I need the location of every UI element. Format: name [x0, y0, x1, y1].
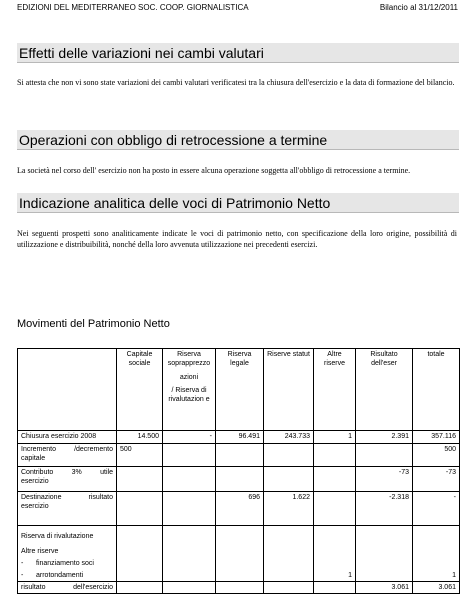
- cell-altre: 1: [314, 526, 356, 582]
- cell-empty: [264, 467, 314, 492]
- cell-legale: 96.491: [216, 431, 264, 444]
- section-heading-exchange: [17, 43, 459, 63]
- cell-empty: [264, 582, 314, 594]
- cell-totale: -: [413, 492, 460, 526]
- cell-empty: [314, 582, 356, 594]
- section-heading-equity: [17, 193, 459, 213]
- col-header-sovrapprezzo-line1: Riserva soprapprezzo: [167, 351, 211, 367]
- row-label-part: risultato: [21, 584, 46, 591]
- cell-empty: [163, 526, 216, 582]
- col-header-statut: Riserve statut: [264, 349, 314, 431]
- cell-capitale: 500: [117, 444, 163, 467]
- cell-totale: 3.061: [413, 582, 460, 594]
- cell-totale: 1: [413, 526, 460, 582]
- table-row-incremento: [18, 444, 460, 467]
- balance-date: Bilancio al 31/12/2011: [379, 3, 458, 12]
- col-header-sovrapprezzo: [163, 349, 216, 431]
- row-label-part: Destinazione: [21, 494, 62, 501]
- table-header-row: [18, 349, 460, 431]
- row-label-riserva: Riserva di rivalutazione: [21, 533, 94, 540]
- row-label-part: esercizio: [21, 478, 49, 485]
- equity-movements-table: [17, 348, 460, 594]
- cell-capitale: 14.500: [117, 431, 163, 444]
- col-header-totale: totale: [413, 349, 460, 431]
- section-heading-retrocession: [17, 130, 459, 150]
- row-label: [18, 492, 117, 526]
- cell-statut: 1.622: [264, 492, 314, 526]
- row-label: [18, 444, 117, 467]
- section-title: Effetti delle variazioni nei cambi valutari: [19, 45, 264, 61]
- row-label-part: Contributo: [21, 469, 54, 476]
- bullet: -: [21, 560, 24, 567]
- col-header-capitale: Capitale sociale: [117, 349, 163, 431]
- cell-empty: [163, 582, 216, 594]
- cell-empty: [117, 492, 163, 526]
- company-name: EDIZIONI DEL MEDITERRANEO SOC. COOP. GIORNALISTICA: [17, 3, 249, 12]
- row-label: [18, 526, 117, 582]
- cell-totale: -73: [413, 467, 460, 492]
- row-label-part: capitale: [21, 455, 46, 462]
- cell-empty: [163, 467, 216, 492]
- cell-empty: [314, 467, 356, 492]
- table-subtitle: Movimenti del Patrimonio Netto: [17, 318, 170, 330]
- cell-empty: [163, 444, 216, 467]
- cell-risultato: 3.061: [356, 582, 413, 594]
- bullet: -: [21, 572, 24, 579]
- section-text-equity: Nei seguenti prospetti sono analiticamente indicate le voci di patrimonio netto, con specificazione della loro origine, possibilità di utilizzazione e distribuibilità, nonché della loro avvenuta utilizzazione nei precedenti esercizi.: [17, 229, 457, 249]
- table-row-risultato: [18, 582, 460, 594]
- cell-empty: [216, 444, 264, 467]
- section-title: Operazioni con obbligo di retrocessione a termine: [19, 132, 328, 148]
- cell-risultato: -2.318: [356, 492, 413, 526]
- col-header-risultato: Risultato dell'eser: [356, 349, 413, 431]
- table-row-destinazione: [18, 492, 460, 526]
- cell-statut: 243.733: [264, 431, 314, 444]
- col-header-sovrapprezzo-line2: azioni: [179, 374, 199, 381]
- cell-sovrapprezzo: -: [163, 431, 216, 444]
- section-text-retrocession: La società nel corso dell' esercizio non ha posto in essere alcuna operazione soggetta all'obbligo di retrocessione a termine.: [17, 166, 411, 175]
- cell-empty: [117, 467, 163, 492]
- cell-empty: [356, 444, 413, 467]
- cell-empty: [117, 582, 163, 594]
- cell-altre: 1: [314, 431, 356, 444]
- row-label-part: esercizio: [21, 503, 49, 510]
- cell-empty: [216, 467, 264, 492]
- cell-empty: [216, 582, 264, 594]
- col-header-legale: Riserva legale: [216, 349, 264, 431]
- cell-empty: [314, 444, 356, 467]
- table-row-contributo: [18, 467, 460, 492]
- row-label-part: Incremento: [21, 446, 57, 453]
- cell-risultato: -73: [356, 467, 413, 492]
- row-label-finanziamento: finanziamento soci: [36, 560, 94, 567]
- cell-empty: [163, 492, 216, 526]
- cell-empty: [117, 526, 163, 582]
- cell-risultato: 2.391: [356, 431, 413, 444]
- cell-empty: [264, 444, 314, 467]
- row-label-altre-riserve: Altre riserve: [21, 548, 59, 555]
- row-label: [18, 582, 117, 594]
- row-label-part: 3%: [71, 469, 82, 476]
- row-label: [18, 467, 117, 492]
- cell-totale: 357.116: [413, 431, 460, 444]
- row-label-part: /decremento: [74, 446, 113, 453]
- row-label-part: utile: [100, 469, 113, 476]
- cell-legale: 696: [216, 492, 264, 526]
- section-title: Indicazione analitica delle voci di Patrimonio Netto: [19, 195, 331, 211]
- row-label-part: dell'esercizio: [73, 584, 113, 591]
- section-text-exchange: Si attesta che non vi sono state variazioni dei cambi valutari verificatesi tra la chiusura dell'esercizio e la data di formazione del bilancio.: [17, 78, 455, 87]
- table-row-riserve: [18, 526, 460, 582]
- cell-empty: [314, 492, 356, 526]
- row-label-arrotondamenti: arrotondamenti: [36, 572, 84, 579]
- row-label: Chiusura esercizio 2008: [18, 431, 117, 444]
- cell-totale: 500: [413, 444, 460, 467]
- cell-empty: [216, 526, 264, 582]
- row-label-part: risultato: [88, 494, 113, 501]
- header-empty-cell: [18, 349, 117, 431]
- cell-empty: [264, 526, 314, 582]
- table-row-chiusura: [18, 431, 460, 444]
- col-header-sovrapprezzo-line3: / Riserva di rivalutazion e: [168, 387, 210, 403]
- col-header-altre: Altre riserve: [314, 349, 356, 431]
- cell-empty: [356, 526, 413, 582]
